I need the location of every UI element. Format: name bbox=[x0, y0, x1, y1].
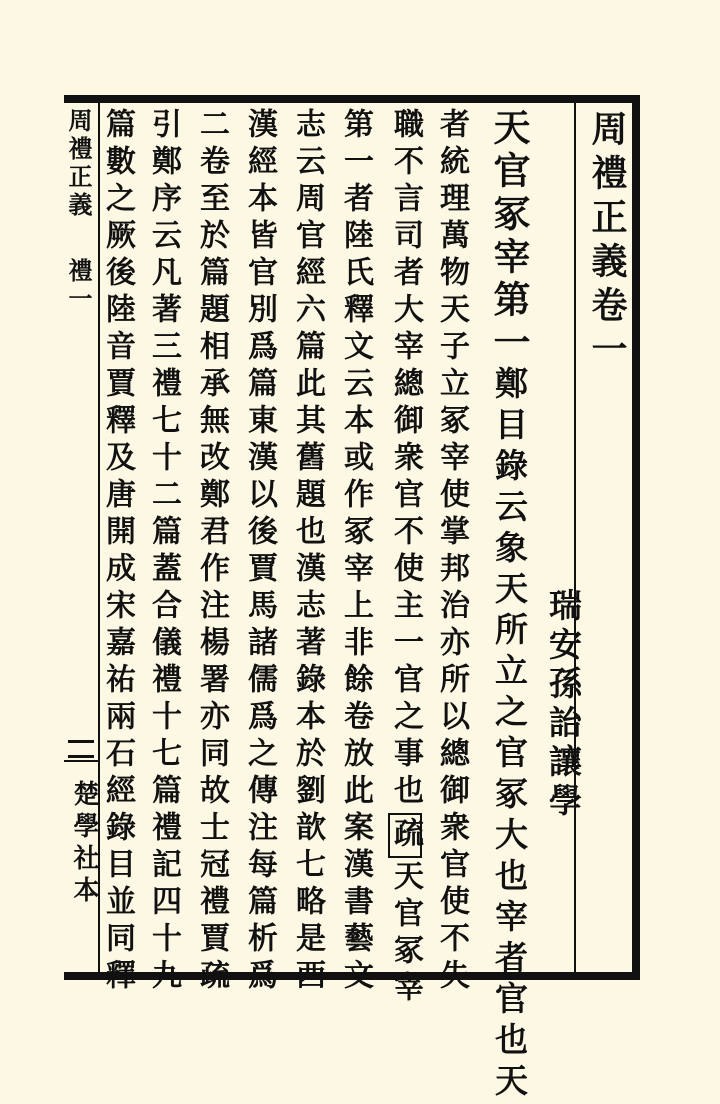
author-line: 瑞安孫詒讓學 bbox=[544, 588, 583, 822]
text-column-6: 漢經本皆官別爲篇東漢以後賈馬諸儒爲之傳注每篇析爲 bbox=[242, 108, 277, 996]
text-column-7: 二卷至於篇題相承無改鄭君作注楊署亦同故士冠禮賈疏 bbox=[194, 108, 229, 996]
page-title: 周禮正義卷一 bbox=[586, 110, 628, 374]
column-rule bbox=[574, 103, 576, 973]
spine-fishtail bbox=[68, 740, 94, 758]
spine-rule bbox=[64, 760, 100, 762]
commentary-marker: 疏 bbox=[388, 813, 422, 858]
spine-volume: 禮一 bbox=[64, 258, 93, 314]
column-text: 鄭目錄云象天所立之官冢大也宰者官也天 bbox=[490, 366, 529, 1104]
text-column-4: 第一者陸氏釋文云本或作冢宰上非餘卷放此案漢書藝文 bbox=[338, 108, 373, 996]
column-text: 職不言司者大宰總御衆官不使主一官之事也 bbox=[388, 108, 423, 811]
text-column-1 bbox=[487, 108, 531, 1104]
text-column-3 bbox=[388, 108, 422, 1008]
spine-title: 周禮正義 bbox=[64, 108, 93, 220]
spine-publisher: 楚學社本 bbox=[69, 780, 99, 908]
column-text: 天官冢宰 bbox=[388, 860, 423, 1008]
text-column-8: 引鄭序云凡著三禮七十二篇蓋合儀禮十七篇禮記四十九 bbox=[146, 108, 181, 996]
text-column-2: 者統理萬物天子立冢宰使掌邦治亦所以總御衆官使不失 bbox=[434, 108, 469, 996]
chapter-heading: 天官冢宰第一 bbox=[487, 108, 531, 366]
text-column-9: 篇數之厥後陸音賈釋及唐開成宋嘉祐兩石經錄目並同釋 bbox=[100, 108, 135, 996]
text-column-5: 志云周官經六篇此其舊題也漢志著錄本於劉歆七略是西 bbox=[290, 108, 325, 996]
